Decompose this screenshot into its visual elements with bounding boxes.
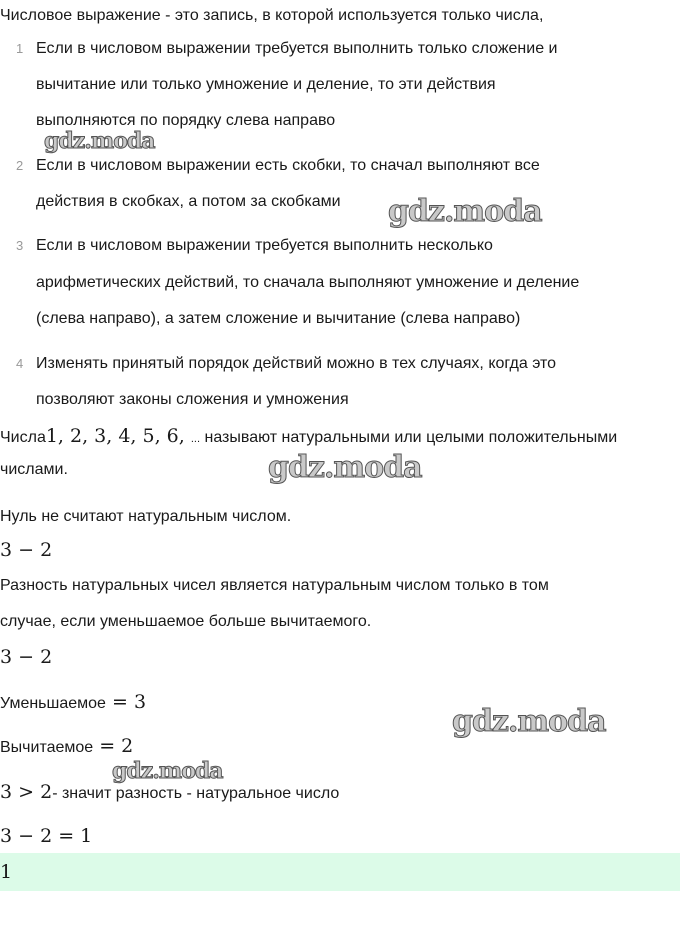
- watermark: gdz.moda: [44, 128, 155, 154]
- math: = 3: [105, 691, 147, 713]
- text: - значит разность - натуральное число: [52, 785, 340, 802]
- ellipsis: ...: [190, 433, 201, 445]
- label: Вычитаемое: [0, 739, 94, 756]
- rule-text: позволяют законы сложения и умножения: [36, 391, 349, 408]
- comparison: [0, 782, 339, 804]
- answer: 1: [0, 861, 13, 883]
- rule-text: Если в числовом выражении требуется выполнить несколько: [36, 237, 493, 254]
- math: 1, 2, 3, 4, 5, 6,: [45, 425, 191, 447]
- math-expression: 3 − 2: [0, 646, 53, 668]
- rule-number: 1: [16, 41, 24, 56]
- text: Нуль не считают натуральным числом.: [0, 508, 292, 525]
- rule-text: Если в числовом выражении есть скобки, то сначал выполняют все: [36, 157, 540, 174]
- text: Разность натуральных чисел является натуральным числом только в том: [0, 577, 549, 594]
- natural-numbers-text: [0, 426, 617, 449]
- rule-text: Если в числовом выражении требуется выполнить только сложение и: [36, 40, 558, 57]
- intro-text: Числовое выражение - это запись, в которой используется только числа,: [0, 7, 544, 24]
- math: 3 > 2: [0, 781, 53, 803]
- text: числами.: [0, 461, 68, 478]
- minuend: [0, 692, 146, 714]
- watermark: gdz.moda: [452, 704, 606, 739]
- text: случае, если уменьшаемое больше вычитаемого.: [0, 613, 372, 630]
- rule-text: арифметических действий, то сначала выполняют умножение и деление: [36, 274, 580, 291]
- rule-text: (слева направо), а затем сложение и вычитание (слева направо): [36, 310, 521, 327]
- rule-number: 3: [16, 238, 24, 253]
- label: Уменьшаемое: [0, 695, 106, 712]
- rule-text: действия в скобках, а потом за скобками: [36, 193, 341, 210]
- watermark: gdz.moda: [388, 194, 542, 229]
- rule-number: 4: [16, 356, 24, 371]
- text: называют натуральными или целыми положительными: [200, 429, 618, 446]
- text: Числа: [0, 429, 46, 446]
- answer-highlight: [0, 853, 680, 891]
- subtrahend: [0, 736, 133, 758]
- result-expression: 3 − 2 = 1: [0, 825, 93, 847]
- rule-number: 2: [16, 158, 24, 173]
- math-expression: 3 − 2: [0, 539, 53, 561]
- math: = 2: [93, 735, 134, 757]
- rule-text: вычитание или только умножение и деление, то эти действия: [36, 76, 496, 93]
- watermark: gdz.moda: [268, 450, 422, 485]
- rule-text: Изменять принятый порядок действий можно в тех случаях, когда это: [36, 355, 557, 372]
- rule-text: выполняются по порядку слева направо: [36, 112, 336, 129]
- watermark: gdz.moda: [112, 758, 223, 784]
